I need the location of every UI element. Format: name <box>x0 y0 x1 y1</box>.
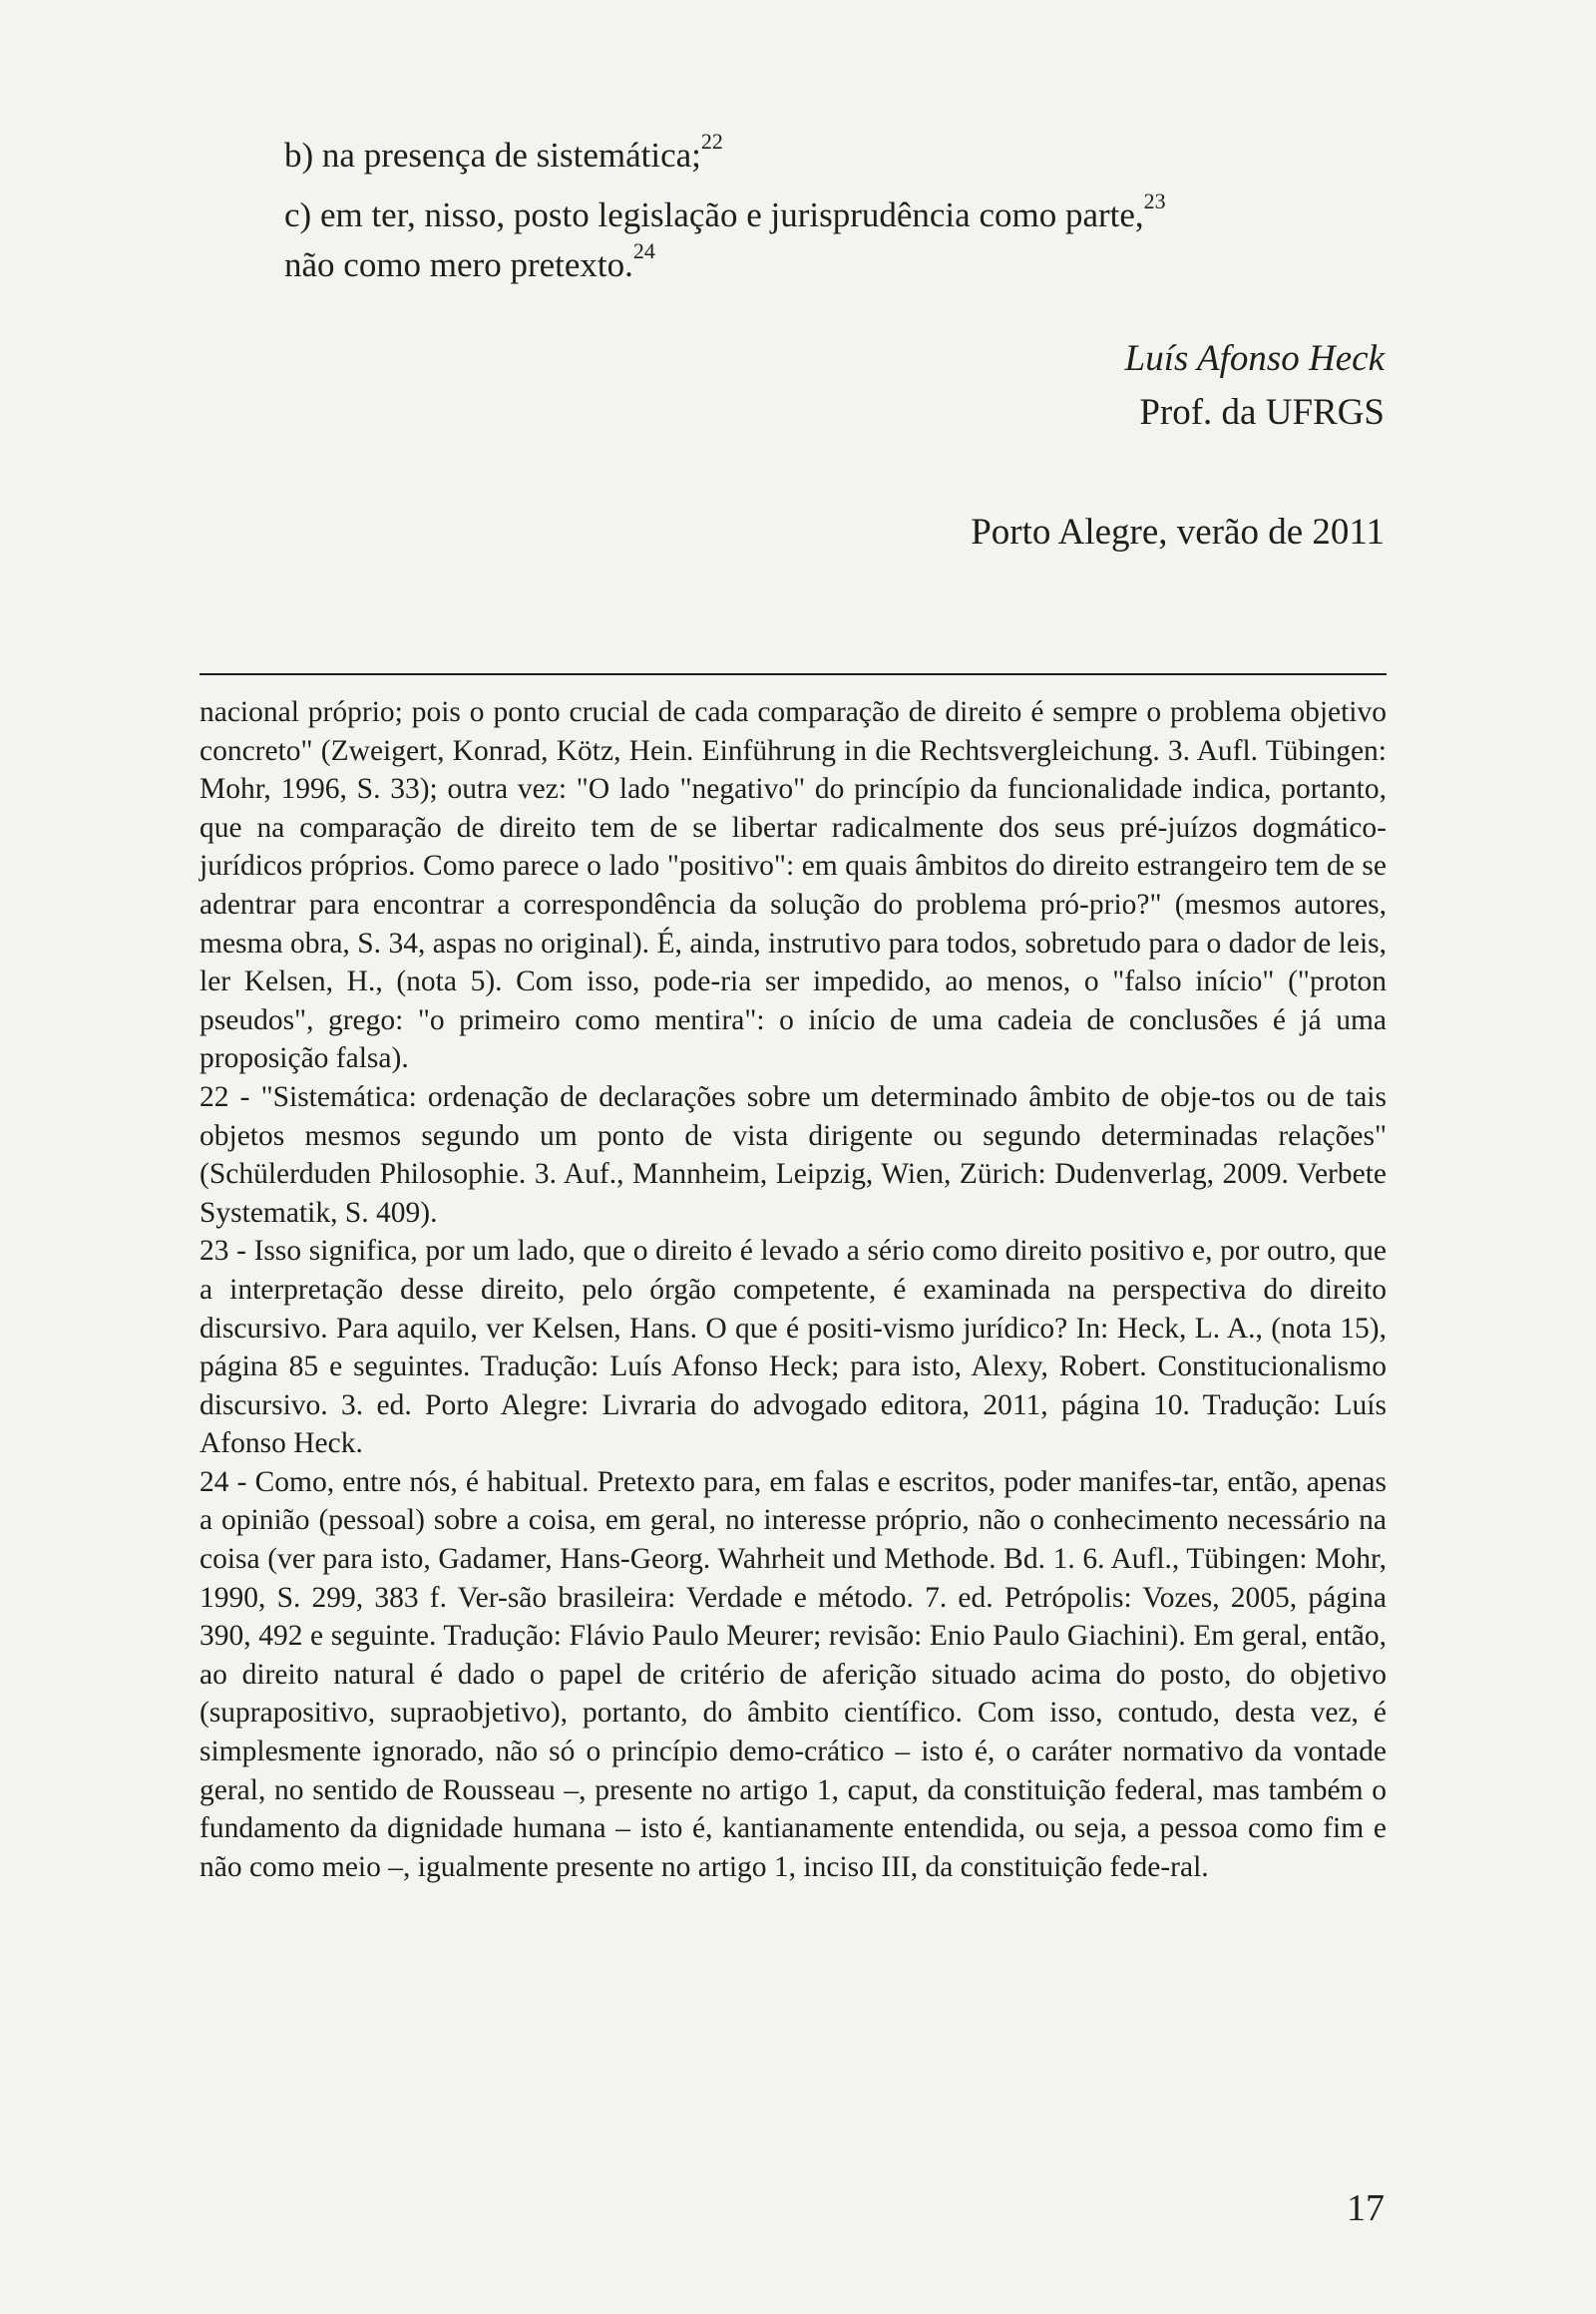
footnote-ref-23[interactable]: 23 <box>1143 189 1166 213</box>
footnote-ref-24[interactable]: 24 <box>632 238 655 263</box>
list-item-b-text: b) na presença de sistemática; <box>284 136 701 175</box>
place-date: Porto Alegre, verão de 2011 <box>971 512 1385 553</box>
page-number: 17 <box>1347 2187 1385 2229</box>
footnote-ref-22[interactable]: 22 <box>700 129 723 154</box>
author-name: Luís Afonso Heck <box>1124 338 1385 379</box>
footnote-21-continuation: nacional próprio; pois o ponto crucial de cada comparação de direito é sempre o problema objetivo concreto" (Zweigert, Konrad, Kötz, Hein. Einführung in die Rechtsvergleichung. 3. Aufl. Tübingen: Mohr, 1996, S. 33); outra vez: "O lado "negativo" do princípio da funcionalidade indica, portanto, que na comparação de direito tem de se libertar radicalmente dos seus pré-juízos dogmático-jurídicos próprios. Como parece o lado "positivo": em quais âmbitos do direito estrangeiro tem de se adentrar para encontrar a correspondência da solução do problema pró-prio?" (mesmos autores, mesma obra, S. 34, aspas no original). É, ainda, instrutivo para todos, sobretudo para o dador de leis, ler Kelsen, H., (nota 5). Com isso, pode-ria ser impedido, ao menos, o "falso início" ("proton pseudos", grego: "o primeiro como mentira": o início de uma cadeia de conclusões é já uma proposição falsa). <box>200 696 1387 1075</box>
footnote-24: 24 - Como, entre nós, é habitual. Pretexto para, em falas e escritos, poder manifes-tar, então, apenas a opinião (pessoal) sobre a coisa, em geral, no interesse próprio, não o conhecimento necessário na coisa (ver para isto, Gadamer, Hans-Georg. Wahrheit und Methode. Bd. 1. 6. Aufl., Tübingen: Mohr, 1990, S. 299, 383 f. Ver-são brasileira: Verdade e método. 7. ed. Petrópolis: Vozes, 2005, página 390, 492 e seguinte. Tradução: Flávio Paulo Meurer; revisão: Enio Paulo Giachini). Em geral, então, ao direito natural é dado o papel de critério de aferição situado acima do posto, do objetivo (suprapositivo, supraobjetivo), portanto, do âmbito científico. Com isso, contudo, desta vez, é simplesmente ignorado, não só o princípio demo-crático – isto é, o caráter normativo da vontade geral, no sentido de Rousseau –, presente no artigo 1, caput, da constituição federal, mas também o fundamento da dignidade humana – isto é, kantianamente entendida, ou seja, a pessoa como fim e não como meio –, igualmente presente no artigo 1, inciso III, da constituição fede-ral. <box>200 1465 1387 1883</box>
footnote-22: 22 - "Sistemática: ordenação de declarações sobre um determinado âmbito de obje-tos ou de tais objetos mesmos segundo um ponto de vista dirigente ou segundo determinadas relações" (Schülerduden Philosophie. 3. Auf., Mannheim, Leipzig, Wien, Zürich: Dudenverlag, 2009. Verbete Systematik, S. 409). <box>200 1080 1387 1229</box>
author-title: Prof. da UFRGS <box>1139 392 1385 433</box>
list-item-c-continuation <box>284 238 655 286</box>
list-item-c-cont-text: não como mero pretexto. <box>284 245 633 284</box>
footnote-separator <box>200 673 1387 675</box>
list-item-c <box>284 189 1166 236</box>
footnote-23: 23 - Isso significa, por um lado, que o direito é levado a sério como direito positivo e, por outro, que a interpretação desse direito, pelo órgão competente, é examinada na perspectiva do direito discursivo. Para aquilo, ver Kelsen, Hans. O que é positi-vismo jurídico? In: Heck, L. A., (nota 15), página 85 e seguintes. Tradução: Luís Afonso Heck; para isto, Alexy, Robert. Constitucionalismo discursivo. 3. ed. Porto Alegre: Livraria do advogado editora, 2011, página 10. Tradução: Luís Afonso Heck. <box>200 1235 1387 1460</box>
list-item-b <box>284 129 723 177</box>
footnotes-section <box>200 693 1387 1886</box>
list-item-c-text: c) em ter, nisso, posto legislação e jurisprudência como parte, <box>284 195 1144 234</box>
